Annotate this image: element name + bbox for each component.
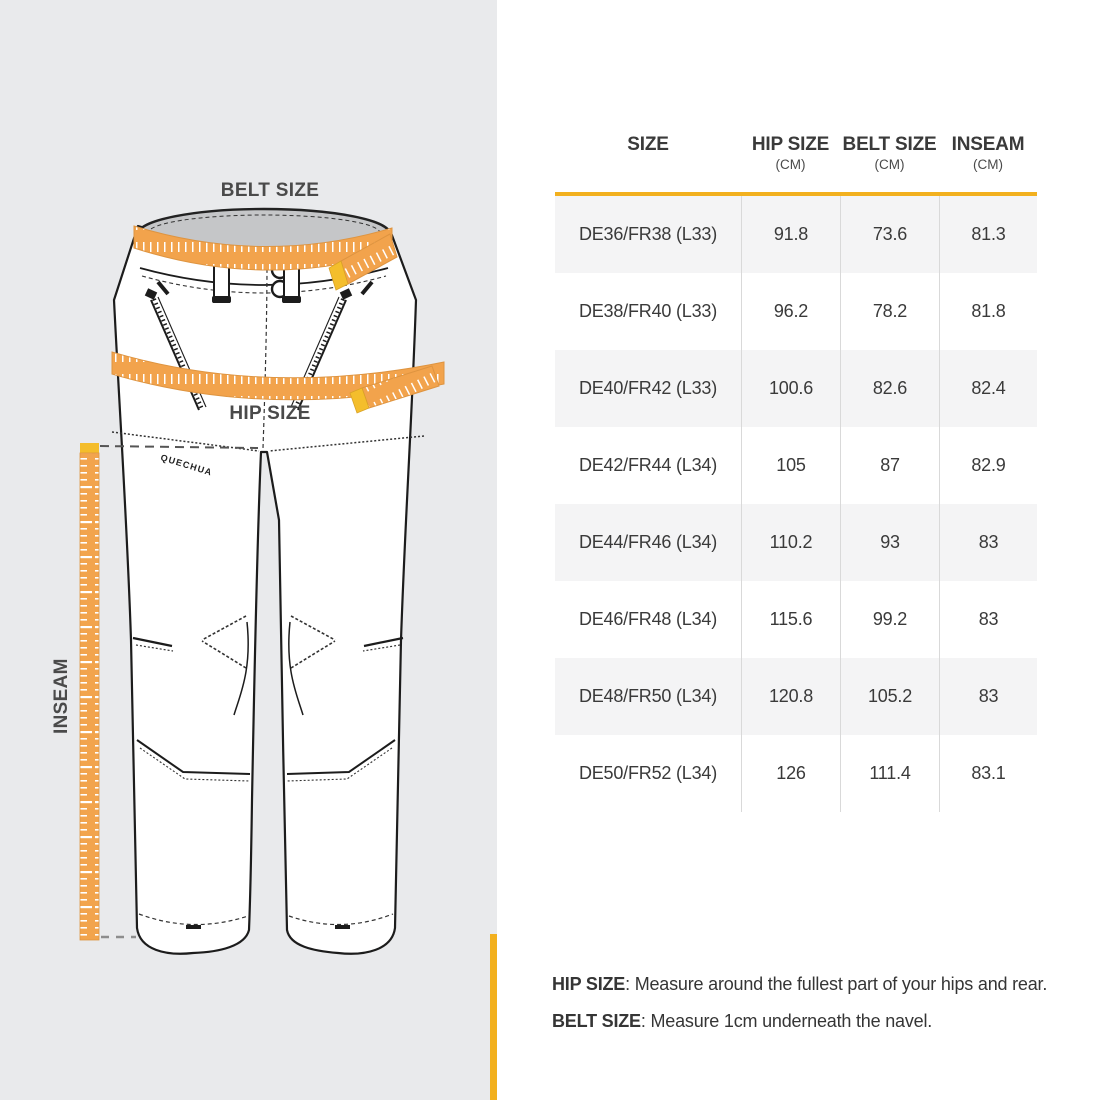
table-row — [555, 658, 1037, 735]
cell-inseam: 81.8 — [939, 273, 1037, 350]
cell-hip: 115.6 — [741, 581, 840, 658]
column-header-belt-size: BELT SIZE (CM) — [842, 134, 937, 172]
column-header-inseam: INSEAM (CM) — [951, 134, 1025, 172]
cell-inseam: 83.1 — [939, 735, 1037, 812]
cell-belt: 105.2 — [840, 658, 939, 735]
cell-size: DE42/FR44 (L34) — [578, 455, 718, 475]
cell-size: DE38/FR40 (L33) — [578, 301, 718, 321]
inseam-ruler — [80, 443, 99, 940]
cell-hip: 100.6 — [741, 350, 840, 427]
table-row — [555, 735, 1037, 812]
belt-size-note-text: : Measure 1cm underneath the navel. — [640, 1011, 933, 1031]
cell-belt: 78.2 — [840, 273, 939, 350]
hip-size-note-label: HIP SIZE — [552, 974, 626, 994]
pants-body — [112, 226, 424, 954]
cell-belt: 111.4 — [840, 735, 939, 812]
table-row — [555, 427, 1037, 504]
cell-belt: 93 — [840, 504, 939, 581]
hip-size-label: HIP SIZE — [229, 403, 311, 424]
cell-hip: 105 — [741, 427, 840, 504]
cell-hip: 126 — [741, 735, 840, 812]
cell-inseam: 83 — [939, 581, 1037, 658]
cell-hip: 120.8 — [741, 658, 840, 735]
ruler-cap — [80, 443, 99, 453]
cell-hip: 110.2 — [741, 504, 840, 581]
cell-belt: 73.6 — [840, 196, 939, 273]
accent-bar — [490, 934, 497, 1100]
table-row — [555, 196, 1037, 273]
brand-label: QUECHUA — [159, 452, 214, 478]
table-header — [555, 133, 1037, 192]
size-table — [555, 133, 1037, 812]
cell-belt: 82.6 — [840, 350, 939, 427]
cell-size: DE48/FR50 (L34) — [578, 686, 718, 706]
cell-inseam: 82.9 — [939, 427, 1037, 504]
table-row — [555, 581, 1037, 658]
table-row — [555, 350, 1037, 427]
cell-size: DE44/FR46 (L34) — [578, 532, 718, 552]
cell-belt: 87 — [840, 427, 939, 504]
cell-size: DE40/FR42 (L33) — [578, 378, 718, 398]
cell-hip: 96.2 — [741, 273, 840, 350]
cell-size: DE36/FR38 (L33) — [578, 224, 718, 244]
cell-belt: 99.2 — [840, 581, 939, 658]
cell-inseam: 81.3 — [939, 196, 1037, 273]
column-header-hip-size: HIP SIZE (CM) — [751, 134, 830, 172]
belt-size-note — [552, 1003, 1092, 1040]
belt-size-label: BELT SIZE — [220, 180, 320, 201]
table-row — [555, 504, 1037, 581]
cell-size: DE46/FR48 (L34) — [578, 609, 718, 629]
cell-inseam: 83 — [939, 504, 1037, 581]
cell-hip: 91.8 — [741, 196, 840, 273]
cell-size: DE50/FR52 (L34) — [578, 763, 718, 783]
hip-size-note — [552, 966, 1092, 1003]
pants-illustration — [0, 0, 497, 1100]
inseam-label: INSEAM — [51, 658, 72, 734]
diagram-panel — [0, 0, 497, 1100]
cell-inseam: 82.4 — [939, 350, 1037, 427]
cell-inseam: 83 — [939, 658, 1037, 735]
table-row — [555, 273, 1037, 350]
column-header-size: SIZE — [627, 134, 669, 155]
belt-size-note-label: BELT SIZE — [552, 1011, 641, 1031]
measurement-notes — [552, 966, 1092, 1040]
hip-size-note-text: : Measure around the fullest part of your hips and rear. — [625, 974, 1048, 994]
